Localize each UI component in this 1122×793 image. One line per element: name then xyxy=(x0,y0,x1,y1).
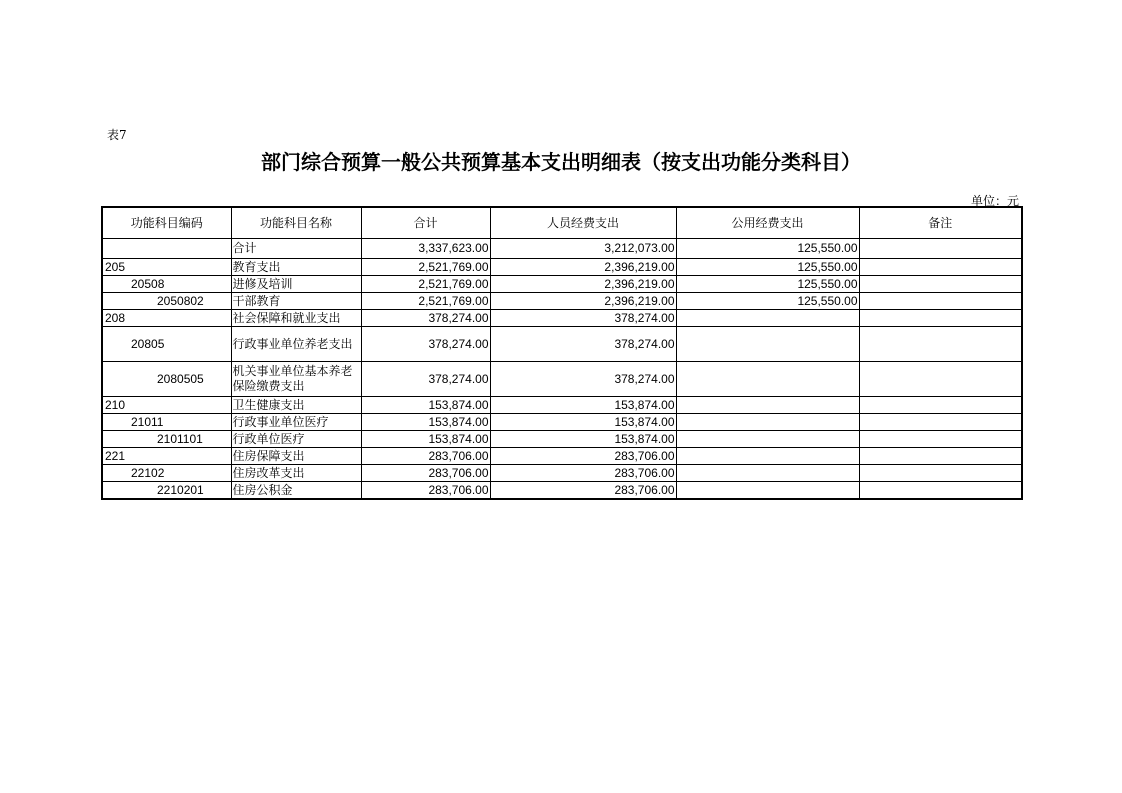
table-row xyxy=(102,310,1022,327)
table-row xyxy=(102,482,1022,500)
cell-code: 2210201 xyxy=(102,482,231,500)
cell-personnel: 153,874.00 xyxy=(490,414,676,431)
cell-note xyxy=(859,276,1022,293)
header-public: 公用经费支出 xyxy=(676,207,859,239)
cell-code: 20805 xyxy=(102,327,231,362)
table-row xyxy=(102,259,1022,276)
cell-personnel: 2,396,219.00 xyxy=(490,293,676,310)
table-row xyxy=(102,327,1022,362)
cell-total: 283,706.00 xyxy=(361,482,490,500)
table-row xyxy=(102,239,1022,259)
cell-public xyxy=(676,327,859,362)
table-row xyxy=(102,276,1022,293)
cell-note xyxy=(859,310,1022,327)
header-note: 备注 xyxy=(859,207,1022,239)
cell-name: 机关事业单位基本养老保险缴费支出 xyxy=(231,362,361,397)
cell-public xyxy=(676,465,859,482)
table-header-row xyxy=(102,207,1022,239)
cell-personnel: 283,706.00 xyxy=(490,448,676,465)
cell-name: 合计 xyxy=(231,239,361,259)
cell-note xyxy=(859,465,1022,482)
cell-name: 行政事业单位医疗 xyxy=(231,414,361,431)
header-code: 功能科目编码 xyxy=(102,207,231,239)
cell-public xyxy=(676,431,859,448)
cell-note xyxy=(859,482,1022,500)
cell-personnel: 2,396,219.00 xyxy=(490,276,676,293)
cell-total: 2,521,769.00 xyxy=(361,293,490,310)
cell-total: 2,521,769.00 xyxy=(361,259,490,276)
table-row xyxy=(102,431,1022,448)
cell-note xyxy=(859,327,1022,362)
table-row xyxy=(102,293,1022,310)
cell-note xyxy=(859,362,1022,397)
header-total: 合计 xyxy=(361,207,490,239)
cell-personnel: 2,396,219.00 xyxy=(490,259,676,276)
cell-note xyxy=(859,293,1022,310)
cell-total: 283,706.00 xyxy=(361,448,490,465)
cell-public xyxy=(676,414,859,431)
cell-name: 住房保障支出 xyxy=(231,448,361,465)
cell-total: 378,274.00 xyxy=(361,327,490,362)
cell-public xyxy=(676,310,859,327)
cell-total: 153,874.00 xyxy=(361,397,490,414)
cell-name: 行政事业单位养老支出 xyxy=(231,327,361,362)
cell-note xyxy=(859,448,1022,465)
cell-note xyxy=(859,431,1022,448)
cell-name: 进修及培训 xyxy=(231,276,361,293)
table-number: 表7 xyxy=(107,128,127,142)
cell-note xyxy=(859,414,1022,431)
cell-name: 干部教育 xyxy=(231,293,361,310)
cell-public xyxy=(676,482,859,500)
cell-note xyxy=(859,259,1022,276)
table-row xyxy=(102,465,1022,482)
cell-total: 2,521,769.00 xyxy=(361,276,490,293)
table-row xyxy=(102,448,1022,465)
cell-name: 住房改革支出 xyxy=(231,465,361,482)
budget-table xyxy=(101,206,1023,500)
cell-public xyxy=(676,362,859,397)
cell-public xyxy=(676,448,859,465)
cell-total: 3,337,623.00 xyxy=(361,239,490,259)
cell-public: 125,550.00 xyxy=(676,259,859,276)
cell-name: 教育支出 xyxy=(231,259,361,276)
cell-total: 378,274.00 xyxy=(361,362,490,397)
cell-name: 行政单位医疗 xyxy=(231,431,361,448)
header-personnel: 人员经费支出 xyxy=(490,207,676,239)
table-row xyxy=(102,362,1022,397)
cell-total: 378,274.00 xyxy=(361,310,490,327)
cell-code: 221 xyxy=(102,448,231,465)
cell-public: 125,550.00 xyxy=(676,239,859,259)
cell-code: 22102 xyxy=(102,465,231,482)
cell-personnel: 3,212,073.00 xyxy=(490,239,676,259)
cell-personnel: 378,274.00 xyxy=(490,362,676,397)
table-row xyxy=(102,414,1022,431)
cell-personnel: 283,706.00 xyxy=(490,482,676,500)
cell-note xyxy=(859,239,1022,259)
cell-personnel: 283,706.00 xyxy=(490,465,676,482)
unit-label: 单位：元 xyxy=(970,194,1019,208)
cell-code: 21011 xyxy=(102,414,231,431)
cell-name: 社会保障和就业支出 xyxy=(231,310,361,327)
cell-code: 210 xyxy=(102,397,231,414)
cell-personnel: 153,874.00 xyxy=(490,397,676,414)
cell-total: 283,706.00 xyxy=(361,465,490,482)
cell-code: 2101101 xyxy=(102,431,231,448)
cell-public xyxy=(676,397,859,414)
cell-code: 208 xyxy=(102,310,231,327)
header-name: 功能科目名称 xyxy=(231,207,361,239)
cell-personnel: 378,274.00 xyxy=(490,310,676,327)
cell-code: 205 xyxy=(102,259,231,276)
cell-public: 125,550.00 xyxy=(676,276,859,293)
cell-code: 2050802 xyxy=(102,293,231,310)
cell-public: 125,550.00 xyxy=(676,293,859,310)
cell-total: 153,874.00 xyxy=(361,431,490,448)
cell-note xyxy=(859,397,1022,414)
page-title: 部门综合预算一般公共预算基本支出明细表（按支出功能分类科目） xyxy=(261,150,861,174)
cell-name: 卫生健康支出 xyxy=(231,397,361,414)
cell-code: 2080505 xyxy=(102,362,231,397)
table-row xyxy=(102,397,1022,414)
cell-personnel: 378,274.00 xyxy=(490,327,676,362)
cell-personnel: 153,874.00 xyxy=(490,431,676,448)
cell-code: 20508 xyxy=(102,276,231,293)
cell-code xyxy=(102,239,231,259)
cell-total: 153,874.00 xyxy=(361,414,490,431)
cell-name: 住房公积金 xyxy=(231,482,361,500)
